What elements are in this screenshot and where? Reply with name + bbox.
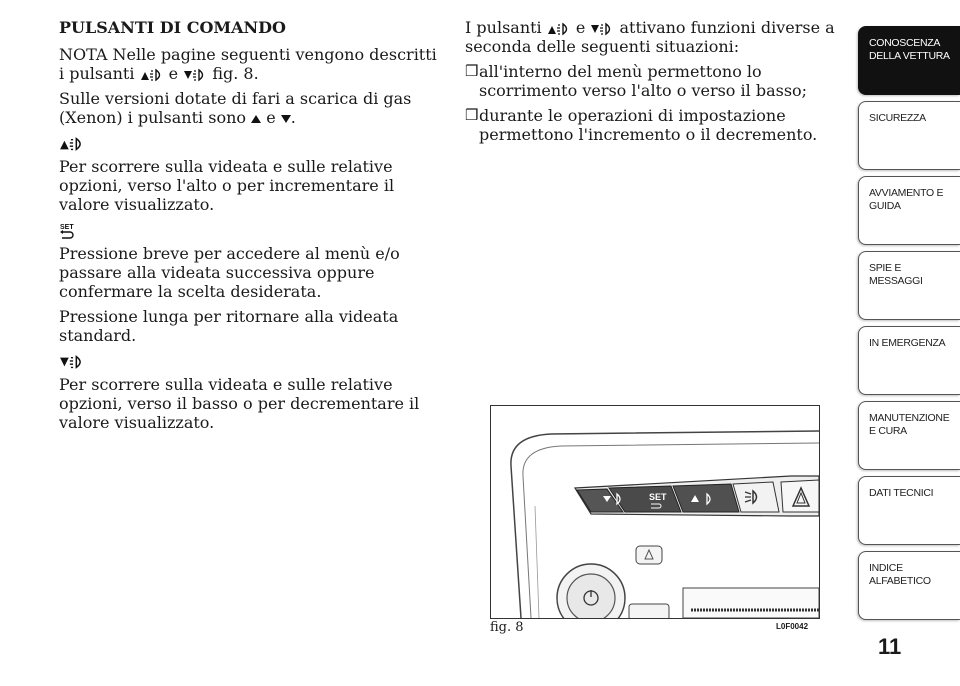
up-triangle-icon [251,114,261,124]
up-description: Per scorrere sulla videata e sulle relative opzioni, verso l'alto o per incrementare il valore visualizzato. [59,157,395,214]
down-triangle-icon [281,114,291,124]
intro-paragraph: I pulsanti e attivano funzioni diverse a seconda delle seguenti situazioni: [465,18,835,56]
down-description: Per scorrere sulla videata e sulle relative opzioni, verso il basso o per decrementare il valore visualizzato. [59,375,420,432]
list-item: ❒ durante le operazioni di impostazione permettono l'incremento o il decremento. [465,106,818,144]
list-item: ❒ all'interno del menù permettono lo scorrimento verso l'alto o verso il basso; [465,62,808,100]
tab-conoscenza[interactable]: CONOSCENZA DELLA VETTURA [858,26,960,95]
tab-emergenza[interactable]: IN EMERGENZA [858,326,960,395]
set-description-short: Pressione breve per accedere al menù e/o passare alla videata successiva oppure confermare la scelta desiderata. [59,244,400,301]
tab-manutenzione[interactable]: MANUTENZIONE E CURA [858,401,960,470]
left-column [59,18,444,438]
tab-sicurezza[interactable]: SICUREZZA [858,101,960,170]
down-light-button-icon [590,22,614,36]
tab-indice[interactable]: INDICE ALFABETICO [858,551,960,620]
note-paragraph: NOTA Nelle pagine seguenti vengono descritti i pulsanti e fig. 8. [59,45,437,83]
dashboard-illustration [491,406,819,618]
up-light-button-icon [547,22,571,36]
tab-spie[interactable]: SPIE E MESSAGGI [858,251,960,320]
up-light-button-icon [140,68,164,82]
right-column [465,18,845,150]
figure-code: L0F0042 [776,622,809,631]
figure-set-label: SET [649,492,667,502]
set-description-long: Pressione lunga per ritornare alla videata standard. [59,307,399,345]
figure-caption: fig. 8 [490,620,524,635]
dashboard-figure [490,405,820,619]
set-button-icon [59,222,75,240]
down-light-button-icon [183,68,207,82]
xenon-paragraph: Sulle versioni dotate di fari a scarica di gas (Xenon) i pulsanti sono e . [59,89,412,127]
checkbox-bullet-icon: ❒ [465,106,479,124]
down-light-button-icon [59,354,85,370]
tab-dati-tecnici[interactable]: DATI TECNICI [858,476,960,545]
tab-avviamento[interactable]: AVVIAMENTO E GUIDA [858,176,960,245]
chapter-sidebar [858,26,960,626]
svg-text:SET: SET [60,224,74,231]
up-light-button-icon [59,136,85,152]
section-heading: PULSANTI DI COMANDO [59,18,286,37]
checkbox-bullet-icon: ❒ [465,62,479,80]
page-number: 11 [878,634,902,659]
